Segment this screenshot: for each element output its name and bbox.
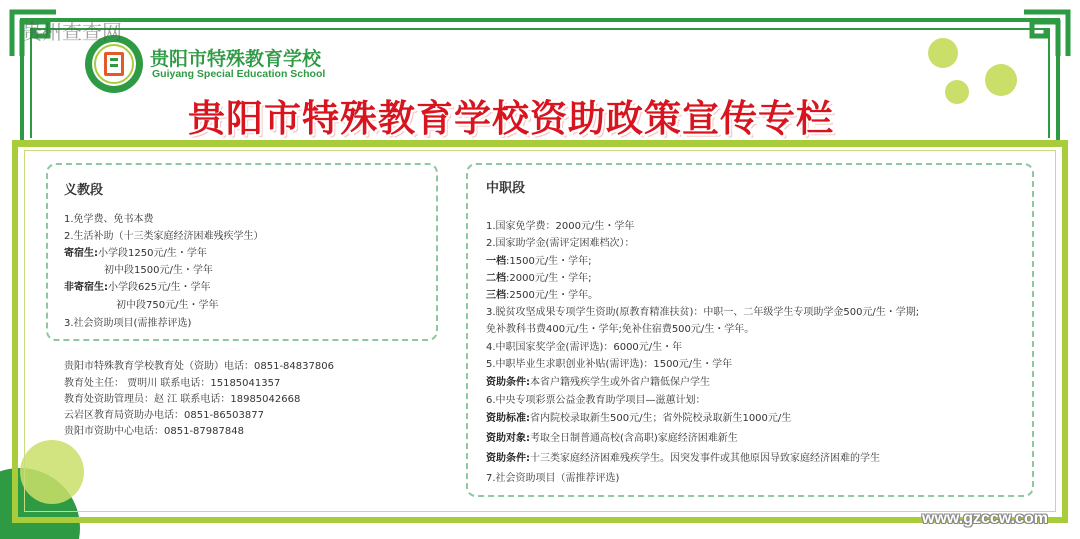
main-title: 贵阳市特殊教育学校资助政策宣传专栏 <box>188 97 834 140</box>
right-item: 资助对象:考取全日制普通高校(含高职)家庭经济困难新生 <box>486 433 738 444</box>
contact-line: 云岩区教育局资助办电话：0851-86503877 <box>64 410 264 421</box>
contact-line: 教育处主任： 贾明川 联系电话：15185041357 <box>64 378 281 389</box>
right-item: 1.国家免学费：2000元/生・学年 <box>486 221 635 232</box>
vocational-education-title: 中职段 <box>486 181 526 196</box>
right-item: 三档:2500元/生・学年。 <box>486 290 599 301</box>
compulsory-education-title: 义教段 <box>64 183 104 198</box>
corner-ornament-top-right-icon <box>1020 8 1072 60</box>
contact-line: 贵阳市特殊教育学校教育处（资助）电话：0851-84837806 <box>64 361 334 372</box>
right-item: 免补教科书费400元/生・学年;免补住宿费500元/生・学年。 <box>486 324 755 335</box>
school-name-cn: 贵阳市特殊教育学校 <box>150 48 322 70</box>
contact-line: 贵阳市资助中心电话：0851-87987848 <box>64 426 244 437</box>
left-item: 初中段750元/生・学年 <box>116 300 219 311</box>
right-item: 资助条件:本省户籍残疾学生或外省户籍低保户学生 <box>486 377 710 388</box>
left-item: 3.社会资助项目(需推荐评选) <box>64 318 192 329</box>
left-item: 2.生活补助（十三类家庭经济困难残疾学生） <box>64 231 264 242</box>
right-item: 5.中职毕业生求职创业补贴(需评选)：1500元/生・学年 <box>486 359 733 370</box>
left-item: 寄宿生:小学段1250元/生・学年 <box>64 248 207 259</box>
watermark-bottom-right: www.gzccw.com <box>922 510 1048 527</box>
left-item: 初中段1500元/生・学年 <box>104 265 213 276</box>
right-item: 二档:2000元/生・学年; <box>486 273 592 284</box>
contact-line: 教育处资助管理员：赵 江 联系电话：18985042668 <box>64 394 301 405</box>
right-item: 2.国家助学金(需评定困难档次）： <box>486 238 635 249</box>
school-name-en: Guiyang Special Education School <box>152 68 326 80</box>
right-item: 3.脱贫攻坚成果专项学生资助(原教育精准扶贫)：中职一、二年级学生专项助学金500元/生・学期; <box>486 307 920 318</box>
watermark-top-left: 贵州查查网 <box>22 20 122 44</box>
right-item: 4.中职国家奖学金(需评选)：6000元/生・年 <box>486 342 683 353</box>
right-item: 一档:1500元/生・学年; <box>486 256 592 267</box>
left-item: 非寄宿生:小学段625元/生・学年 <box>64 282 211 293</box>
right-item: 6.中央专项彩票公益金教育助学项目—滋蕙计划： <box>486 395 706 406</box>
right-item: 资助条件:十三类家庭经济困难残疾学生。因突发事件或其他原因导致家庭经济困难的学生 <box>486 453 880 464</box>
right-item: 7.社会资助项目（需推荐评选) <box>486 473 620 484</box>
right-item: 资助标准:省内院校录取新生500元/生；省外院校录取新生1000元/生 <box>486 413 792 424</box>
left-item: 1.免学费、免书本费 <box>64 214 154 225</box>
